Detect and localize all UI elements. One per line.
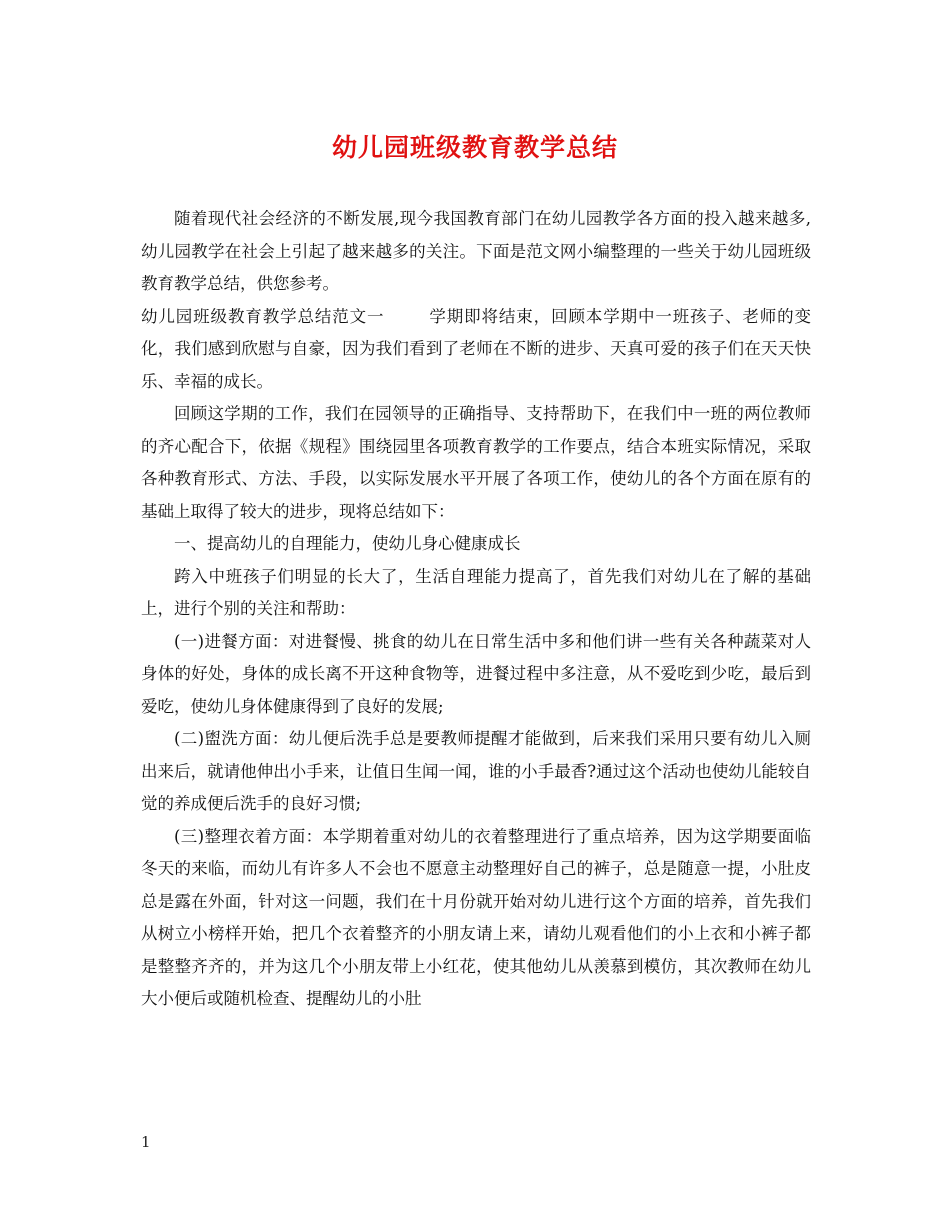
paragraph-eating: (一)进餐方面：对进餐慢、挑食的幼儿在日常生活中多和他们讲一些有关各种蔬菜对人身体的好处，身体的成长离不开这种食物等，进餐过程中多注意，从不爱吃到少吃，最后到爱吃，使幼儿身体健康得到了良好的发展; xyxy=(141,631,811,716)
document-title: 幼儿园班级教育教学总结 xyxy=(331,133,618,162)
paragraph-sample-one xyxy=(141,301,811,399)
page-number: 1 xyxy=(141,1133,151,1151)
sample-heading: 幼儿园班级教育教学总结范文一 xyxy=(141,306,385,326)
paragraph-washing: (二)盥洗方面：幼儿便后洗手总是要教师提醒才能做到，后来我们采用只要有幼儿入厕出来后，就请他伸出小手来，让值日生闻一闻，谁的小手最香?通过这个活动也使幼儿能较自觉的养成便后洗手的良好习惯; xyxy=(141,729,811,813)
paragraph-review: 回顾这学期的工作，我们在园领导的正确指导、支持帮助下，在我们中一班的两位教师的齐心配合下，依据《规程》围绕园里各项教育教学的工作要点，结合本班实际情况，采取各种教育形式、方法、手段，以实际发展水平开展了各项工作，使幼儿的各个方面在原有的基础上取得了较大的进步，现将总结如下： xyxy=(141,404,811,521)
paragraph-self-care: 跨入中班孩子们明显的长大了，生活自理能力提高了，首先我们对幼儿在了解的基础上，进行个别的关注和帮助： xyxy=(141,566,811,618)
section-heading-one: 一、提高幼儿的自理能力，使幼儿身心健康成长 xyxy=(174,534,521,553)
paragraph-intro: 随着现代社会经济的不断发展,现今我国教育部门在幼儿园教学各方面的投入越来越多,幼儿园教学在社会上引起了越来越多的关注。下面是范文网小编整理的一些关于幼儿园班级教育教学总结，供您参考。 xyxy=(141,209,811,293)
paragraph-clothing: (三)整理衣着方面：本学期着重对幼儿的衣着整理进行了重点培养，因为这学期要面临冬天的来临，而幼儿有许多人不会也不愿意主动整理好自己的裤子，总是随意一提，小肚皮总是露在外面，针对这一问题，我们在十月份就开始对幼儿进行这个方面的培养，首先我们从树立小榜样开始，把几个衣着整齐的小朋友请上来，请幼儿观看他们的小上衣和小裤子都是整整齐齐的，并为这几个小朋友带上小红花，使其他幼儿从羡慕到模仿，其次教师在幼儿大小便后或随机检查、提醒幼儿的小肚 xyxy=(141,826,811,1008)
document-body xyxy=(141,203,811,1016)
sample-text: 学期即将结束，回顾本学期中一班孩子、老师的变化，我们感到欣慰与自豪，因为我们看到了老师在不断的进步、天真可爱的孩子们在天天快乐、幸福的成长。 xyxy=(141,306,812,391)
